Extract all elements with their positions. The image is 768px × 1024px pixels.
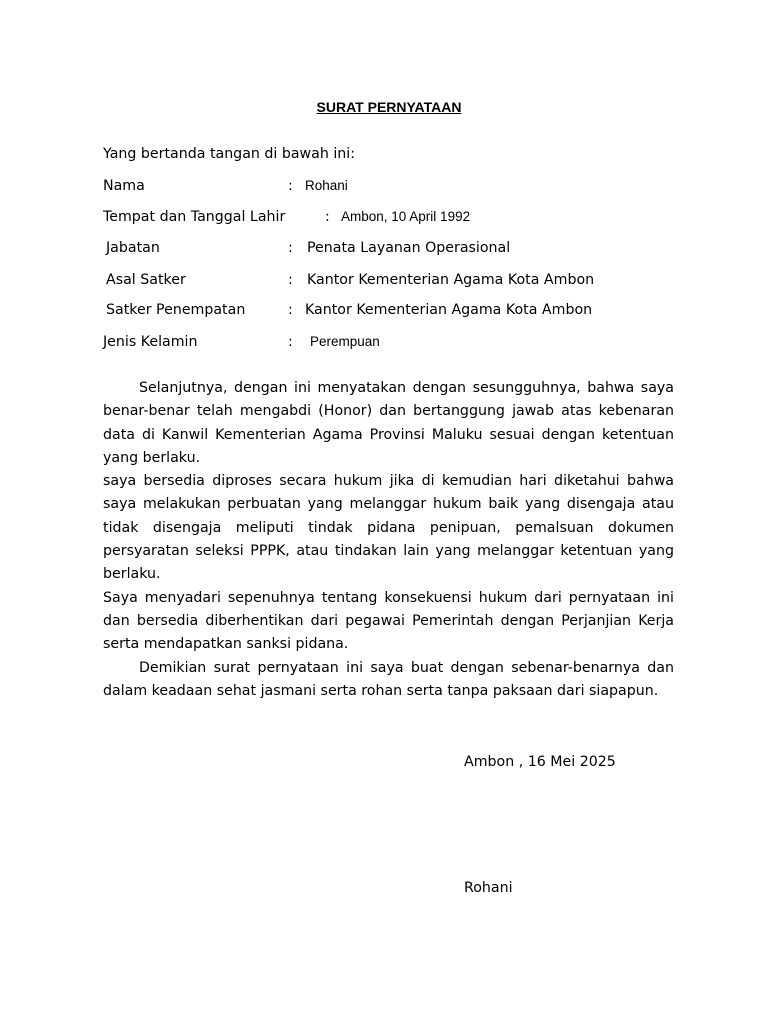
statement-body	[103, 377, 674, 703]
field-value: Perempuan	[310, 334, 380, 349]
field-value: Kantor Kementerian Agama Kota Ambon	[307, 272, 595, 288]
paragraph-acknowledgement: Saya menyadari sepenuhnya tentang konsekuensi hukum dari pernyataan ini dan bersedia diberhentikan dari pegawai Pemerintah dengan Perjanjian Kerja serta mendapatkan sanksi pidana.	[103, 589, 674, 653]
field-label: Asal Satker	[106, 272, 186, 288]
paragraph-declaration: Selanjutnya, dengan ini menyatakan dengan sesungguhnya, bahwa saya benar-benar telah mengabdi (Honor) dan bertanggung jawab atas kebenaran data di Kanwil Kementerian Agama Provinsi Maluku sesuai dengan ketentuan yang berlaku.	[103, 380, 674, 466]
field-label: Satker Penempatan	[106, 302, 246, 318]
field-value: Ambon, 10 April 1992	[341, 209, 471, 224]
field-separator: :	[288, 178, 293, 194]
field-separator: :	[288, 302, 293, 318]
field-separator: :	[325, 209, 330, 225]
intro-text: Yang bertanda tangan di bawah ini:	[103, 146, 355, 162]
paragraph-closing: Demikian surat pernyataan ini saya buat dengan sebenar-benarnya dan dalam keadaan sehat jasmani serta rohan serta tanpa paksaan dari siapapun.	[103, 659, 674, 699]
field-label: Jabatan	[106, 240, 160, 256]
field-value: Rohani	[305, 178, 348, 193]
field-value: Penata Layanan Operasional	[307, 240, 511, 256]
field-value: Kantor Kementerian Agama Kota Ambon	[305, 302, 593, 318]
signature-place-date: Ambon , 16 Mei 2025	[464, 754, 616, 770]
field-label: Tempat dan Tanggal Lahir	[103, 209, 286, 225]
signature-name: Rohani	[464, 880, 513, 896]
field-label: Nama	[103, 178, 145, 194]
field-separator: :	[288, 334, 293, 350]
document-title: SURAT PERNYATAAN	[316, 99, 462, 115]
field-label: Jenis Kelamin	[103, 334, 198, 350]
field-separator: :	[288, 272, 293, 288]
field-separator: :	[288, 240, 293, 256]
paragraph-legal-consequence: saya bersedia diproses secara hukum jika di kemudian hari diketahui bahwa saya melakukan perbuatan yang melanggar hukum baik yang disengaja atau tidak disengaja meliputi tindak pidana penipuan, pemalsuan dokumen persyaratan seleksi PPPK, atau tindakan lain yang melanggar ketentuan yang berlaku.	[103, 473, 674, 583]
